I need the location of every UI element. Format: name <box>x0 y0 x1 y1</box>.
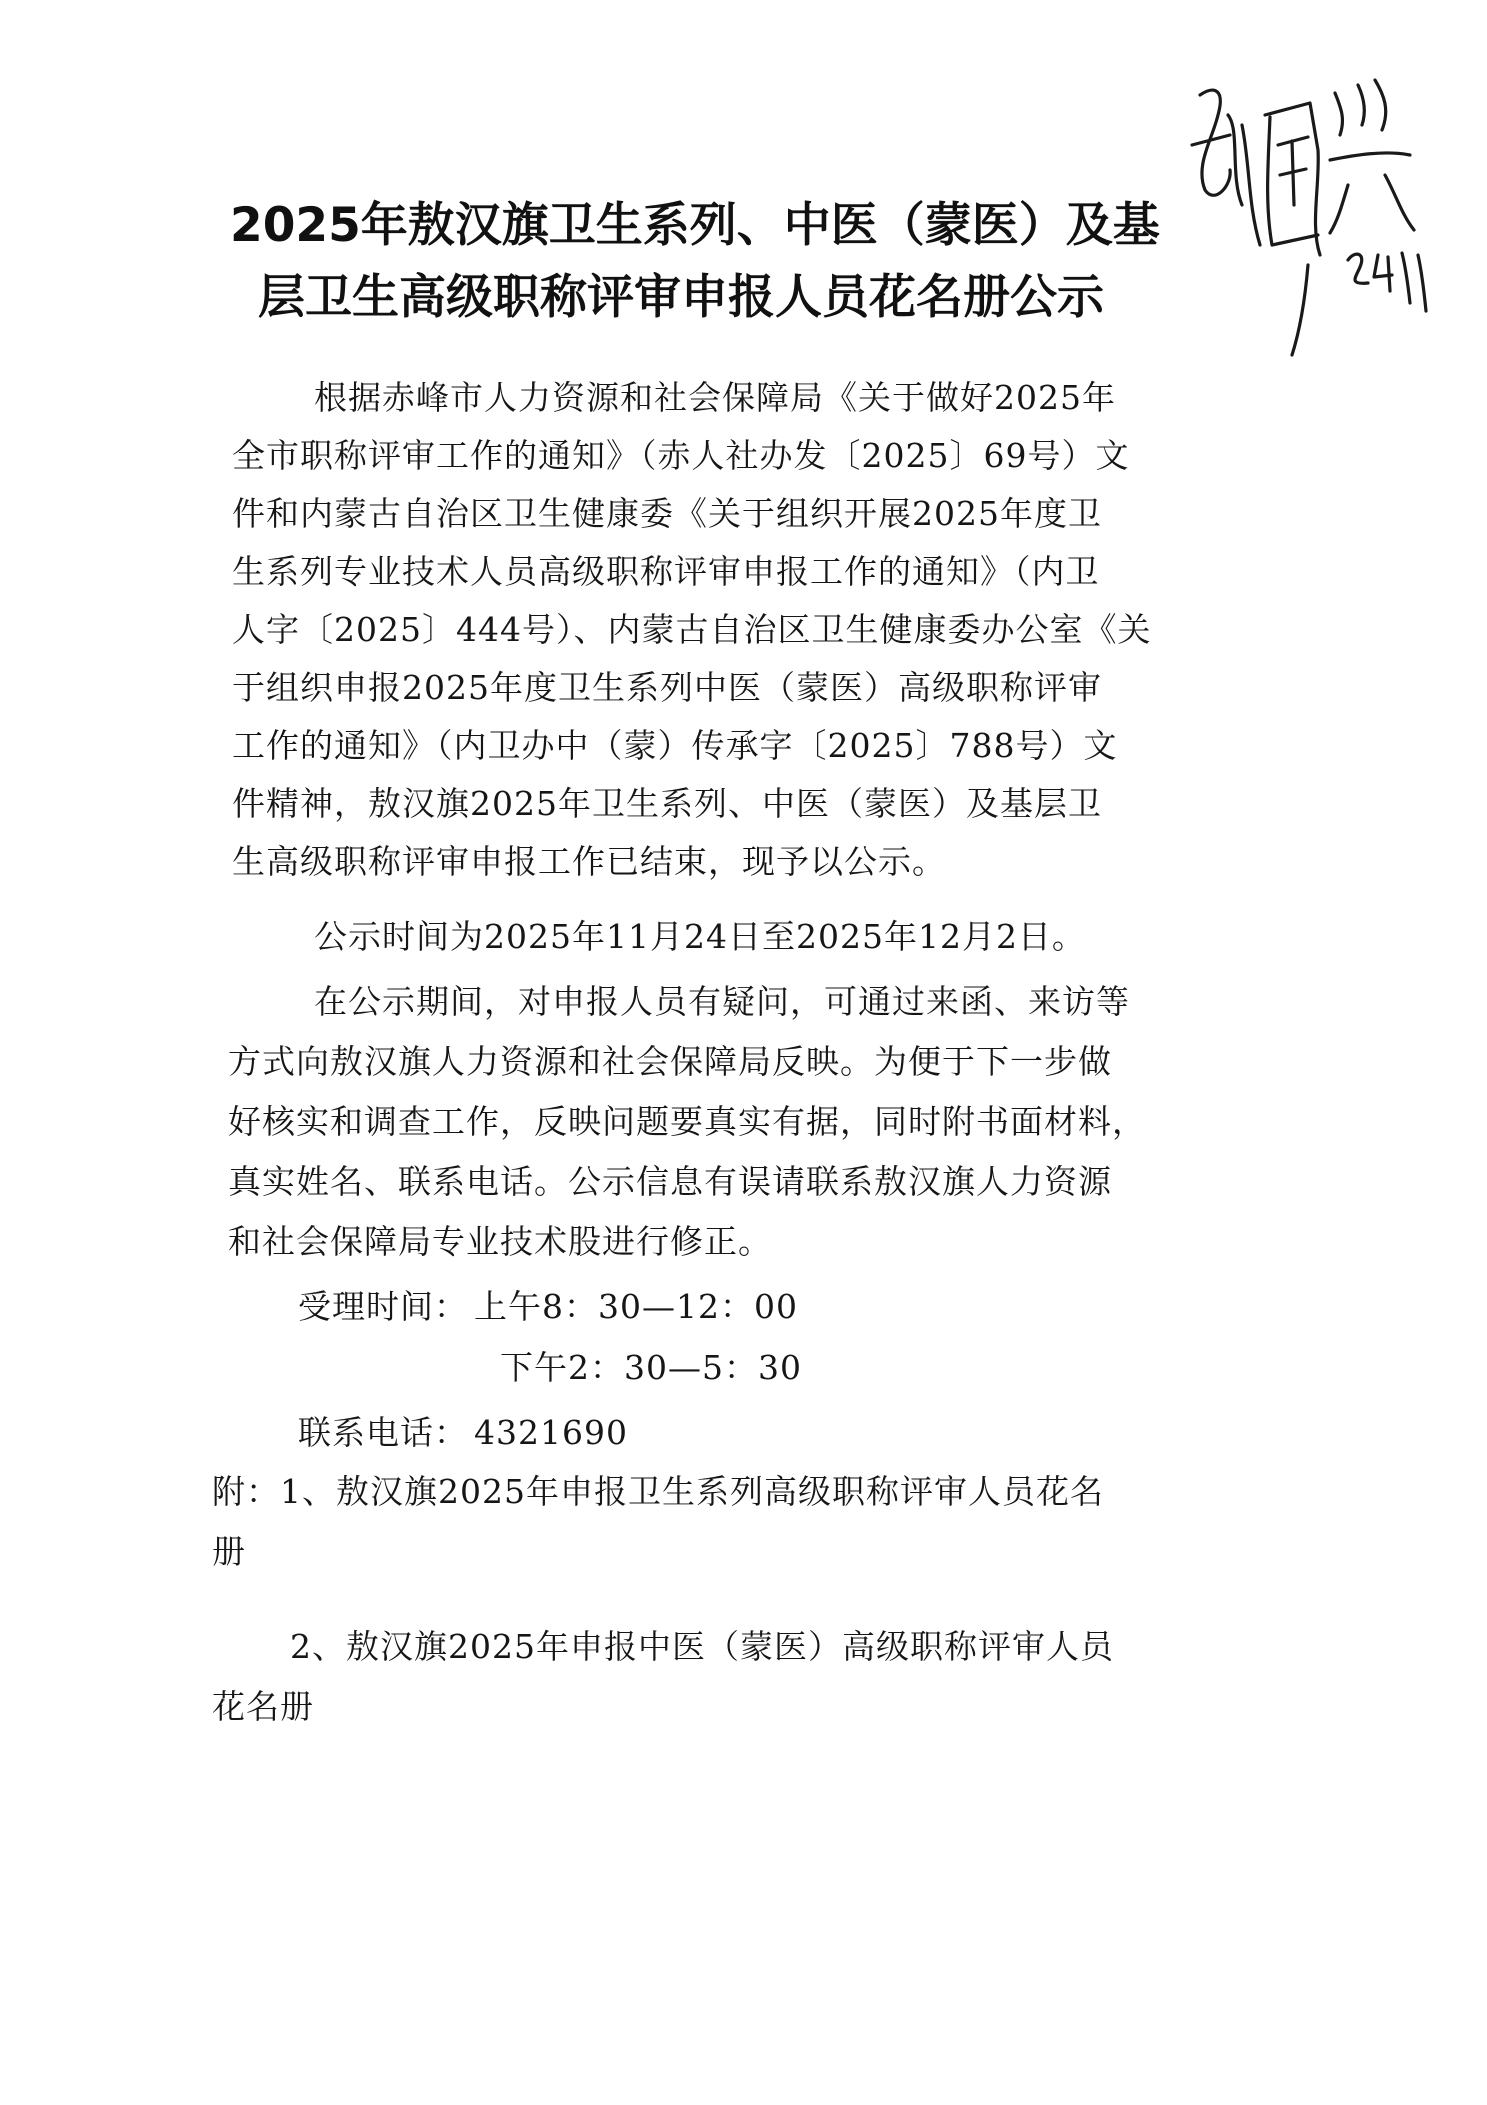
intro-line-6: 于组织申报2025年度卫生系列中医（蒙医）高级职称评审 <box>232 668 1102 707</box>
notice-title-line-2: 层卫生高级职称评审申报人员花名册公示 <box>258 270 1104 325</box>
contact-label: 联系电话： <box>298 1413 468 1452</box>
intro-line-5: 人字〔2025〕444号）、内蒙古自治区卫生健康委办公室《关 <box>232 610 1152 649</box>
attachment-2-line-1: 2、敖汉旗2025年申报中医（蒙医）高级职称评审人员 <box>290 1627 1114 1666</box>
intro-line-8: 件精神，敖汉旗2025年卫生系列、中医（蒙医）及基层卫 <box>232 784 1102 823</box>
attachment-2-line-2: 花名册 <box>212 1687 314 1726</box>
feedback-line-4: 真实姓名、联系电话。公示信息有误请联系敖汉旗人力资源 <box>228 1162 1112 1201</box>
hours-afternoon: 下午2：30—5：30 <box>500 1348 802 1387</box>
intro-line-1: 根据赤峰市人力资源和社会保障局《关于做好2025年 <box>314 378 1116 417</box>
intro-line-3: 件和内蒙古自治区卫生健康委《关于组织开展2025年度卫 <box>232 494 1102 533</box>
contact-phone: 4321690 <box>474 1413 628 1452</box>
intro-line-9: 生高级职称评审申报工作已结束，现予以公示。 <box>232 842 946 881</box>
attachment-1-line-2: 册 <box>212 1532 246 1571</box>
hours-label: 受理时间： <box>298 1287 468 1326</box>
feedback-line-5: 和社会保障局专业技术股进行修正。 <box>228 1222 772 1261</box>
feedback-line-2: 方式向敖汉旗人力资源和社会保障局反映。为便于下一步做 <box>228 1042 1112 1081</box>
notice-title-line-1: 2025年敖汉旗卫生系列、中医（蒙医）及基 <box>230 198 1160 253</box>
notice-period: 公示时间为2025年11月24日至2025年12月2日。 <box>314 917 1086 956</box>
intro-line-4: 生系列专业技术人员高级职称评审申报工作的通知》（内卫 <box>232 552 1100 591</box>
intro-line-7: 工作的通知》（内卫办中（蒙）传承字〔2025〕788号）文 <box>232 726 1118 765</box>
hours-morning: 上午8：30—12：00 <box>474 1287 798 1326</box>
attachment-1-line-1: 附：1、敖汉旗2025年申报卫生系列高级职称评审人员花名 <box>212 1472 1104 1511</box>
intro-line-2: 全市职称评审工作的通知》（赤人社办发〔2025〕69号）文 <box>232 436 1130 475</box>
feedback-line-1: 在公示期间，对申报人员有疑问，可通过来函、来访等 <box>314 982 1130 1021</box>
feedback-line-3: 好核实和调查工作，反映问题要真实有据，同时附书面材料， <box>228 1102 1146 1141</box>
